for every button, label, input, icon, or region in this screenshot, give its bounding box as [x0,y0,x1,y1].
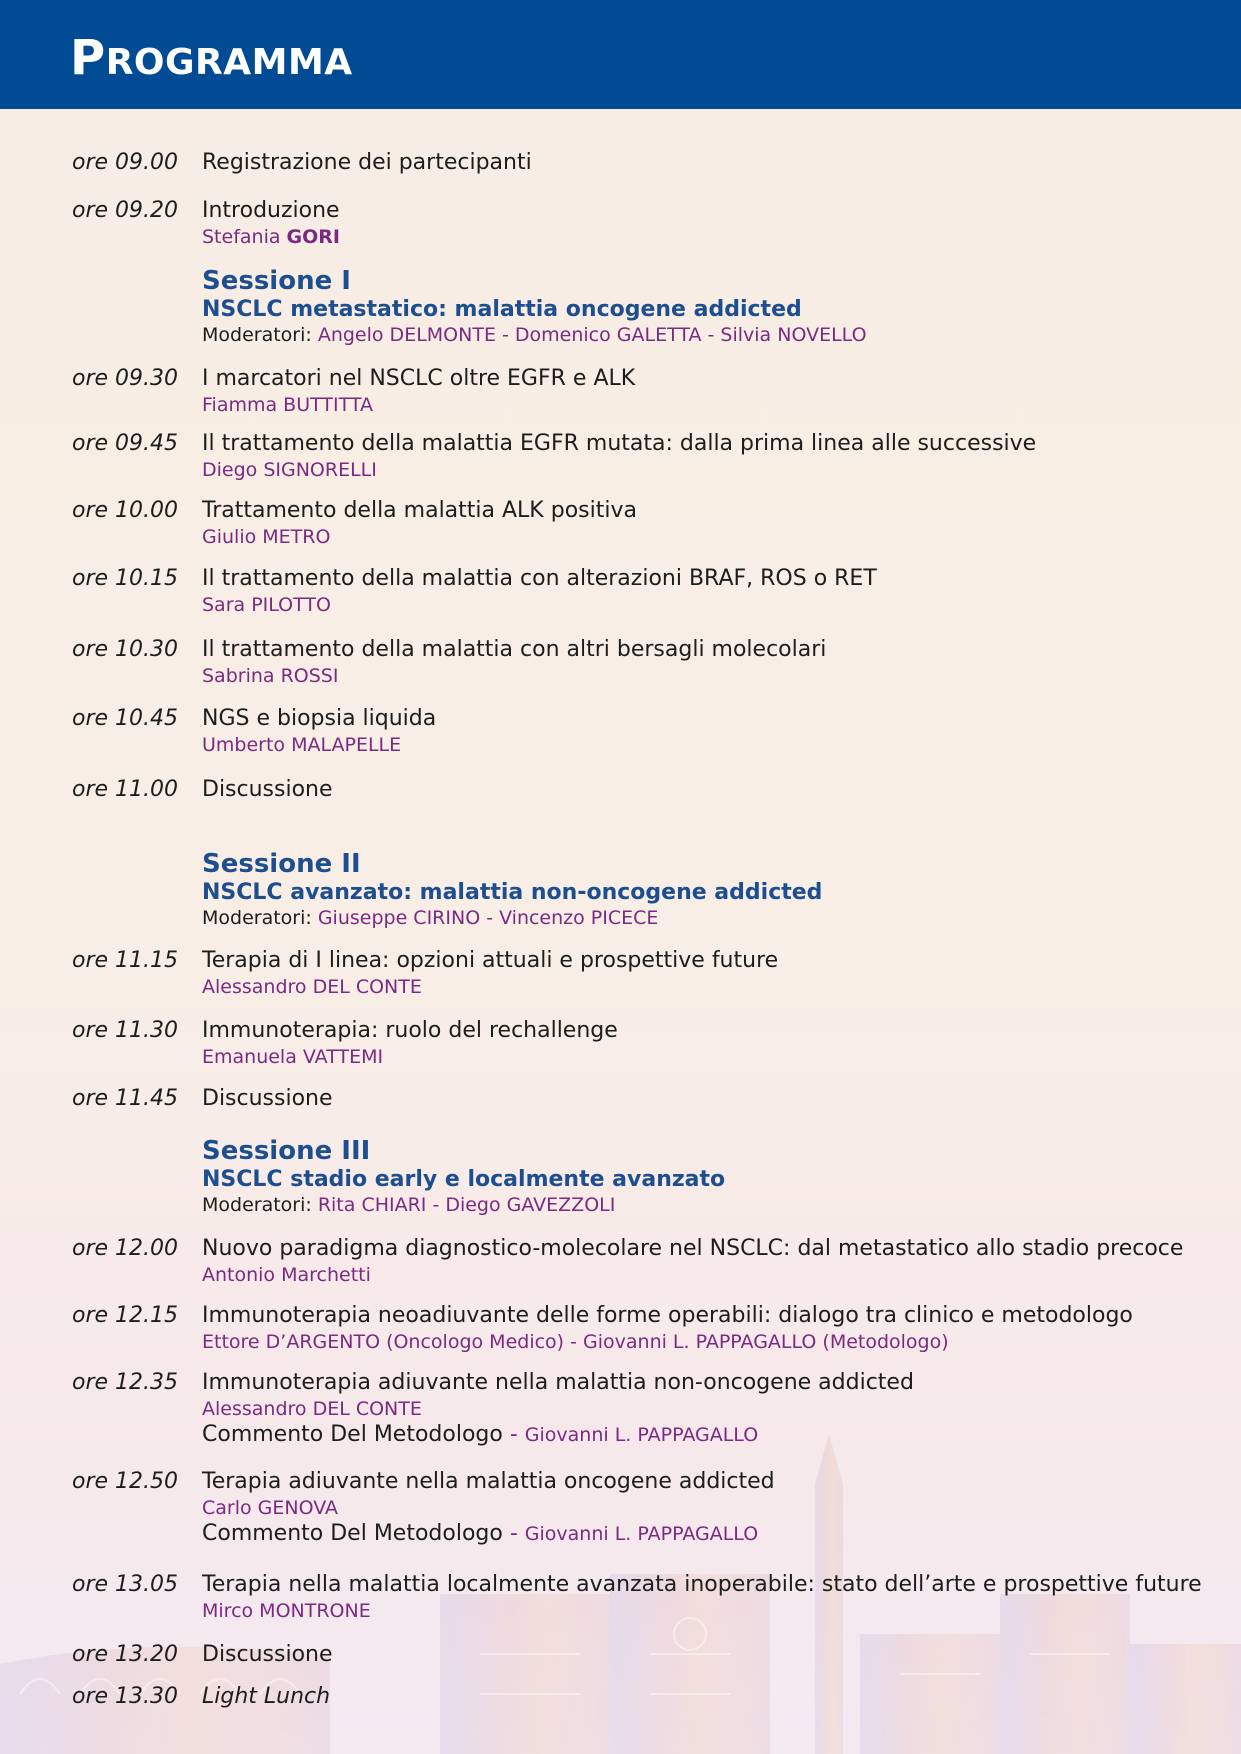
item-title: Immunoterapia neoadiuvante delle forme operabili: dialogo tra clinico e metodologo [202,1303,1133,1328]
item-speaker: Emanuela VATTEMI [202,1046,384,1068]
item-speaker: Sabrina ROSSI [202,665,339,687]
item-speaker: Carlo GENOVA [202,1497,339,1519]
item-speaker [202,224,1222,250]
item-time: ore 10.15 [72,566,179,591]
item-time: ore 10.30 [72,637,179,662]
moderators-names: Giuseppe CIRINO - Vincenzo PICECE [317,907,659,929]
session-subtitle: NSCLC metastatico: malattia oncogene addicted [202,297,802,322]
item-speaker: Mirco MONTRONE [202,1600,371,1622]
item-title: Terapia di I linea: opzioni attuali e prospettive future [202,948,779,973]
methodologist-comment [202,1521,1222,1547]
session-subtitle: NSCLC avanzato: malattia non-oncogene addicted [202,880,823,905]
item-title: Il trattamento della malattia con alterazioni BRAF, ROS o RET [202,566,877,591]
moderators-label: Moderatori: [202,1194,318,1216]
item-time: ore 10.45 [72,706,179,731]
moderators-names: Angelo DELMONTE - Domenico GALETTA - Silvia NOVELLO [317,324,867,346]
comment-separator: - [502,1422,525,1447]
item-title: Light Lunch [202,1684,331,1709]
item-time: ore 12.50 [72,1469,179,1494]
item-time: ore 12.15 [72,1303,179,1328]
item-time: ore 10.00 [72,498,179,523]
session-name: Sessione I [202,266,351,296]
item-time: ore 09.20 [72,198,179,223]
item-time: ore 13.20 [72,1642,179,1667]
page-title-initial: P [70,30,106,86]
item-speaker: Antonio Marchetti [202,1264,371,1286]
session-name: Sessione III [202,1136,371,1166]
item-time: ore 12.00 [72,1236,179,1261]
item-title: Discussione [202,1642,333,1667]
item-speaker: Giulio METRO [202,526,331,548]
session-moderators [202,906,1222,930]
item-title: Trattamento della malattia ALK positiva [202,498,637,523]
item-time: ore 12.35 [72,1370,179,1395]
item-title: Discussione [202,777,333,802]
moderators-names: Rita CHIARI - Diego GAVEZZOLI [317,1194,616,1216]
item-time: ore 11.45 [72,1086,179,1111]
item-time: ore 11.15 [72,948,179,973]
speaker-first-name: Stefania [202,226,287,248]
moderators-label: Moderatori: [202,907,318,929]
item-title: Registrazione dei partecipanti [202,150,532,175]
item-title: I marcatori nel NSCLC oltre EGFR e ALK [202,366,636,391]
item-speaker: Alessandro DEL CONTE [202,976,422,998]
comment-label: Commento Del Metodologo [202,1422,503,1447]
comment-speaker: Giovanni L. PAPPAGALLO [524,1424,759,1446]
item-speaker: Alessandro DEL CONTE [202,1398,422,1420]
item-time: ore 11.30 [72,1018,179,1043]
comment-speaker: Giovanni L. PAPPAGALLO [524,1523,759,1545]
session-moderators [202,323,1222,347]
methodologist-comment [202,1422,1222,1448]
page-title-rest: ROGRAMMA [105,42,353,83]
item-time: ore 13.30 [72,1684,179,1709]
item-title: Introduzione [202,198,340,223]
item-time: ore 13.05 [72,1572,179,1597]
item-title: Terapia adiuvante nella malattia oncogene addicted [202,1469,775,1494]
item-title: NGS e biopsia liquida [202,706,437,731]
session-moderators [202,1193,1222,1217]
item-time: ore 09.45 [72,431,179,456]
item-speaker: Ettore D’ARGENTO (Oncologo Medico) - Giovanni L. PAPPAGALLO (Metodologo) [202,1331,949,1353]
item-title: Terapia nella malattia localmente avanzata inoperabile: stato dell’arte e prospettive future [202,1572,1202,1597]
item-speaker: Umberto MALAPELLE [202,734,402,756]
item-speaker: Sara PILOTTO [202,594,331,616]
session-name: Sessione II [202,849,361,879]
item-speaker: Fiamma BUTTITTA [202,394,373,416]
item-time: ore 09.30 [72,366,179,391]
item-title: Il trattamento della malattia EGFR mutata: dalla prima linea alle successive [202,431,1037,456]
comment-label: Commento Del Metodologo [202,1521,503,1546]
item-time: ore 09.00 [72,150,179,175]
item-title: Immunoterapia adiuvante nella malattia non-oncogene addicted [202,1370,914,1395]
moderators-label: Moderatori: [202,324,318,346]
speaker-surname: GORI [286,226,340,248]
item-title: Immunoterapia: ruolo del rechallenge [202,1018,618,1043]
session-subtitle: NSCLC stadio early e localmente avanzato [202,1167,726,1192]
item-time: ore 11.00 [72,777,179,802]
comment-separator: - [502,1521,525,1546]
item-speaker: Diego SIGNORELLI [202,459,377,481]
item-title: Discussione [202,1086,333,1111]
item-title: Il trattamento della malattia con altri bersagli molecolari [202,637,827,662]
item-title: Nuovo paradigma diagnostico-molecolare nel NSCLC: dal metastatico allo stadio precoce [202,1236,1184,1261]
